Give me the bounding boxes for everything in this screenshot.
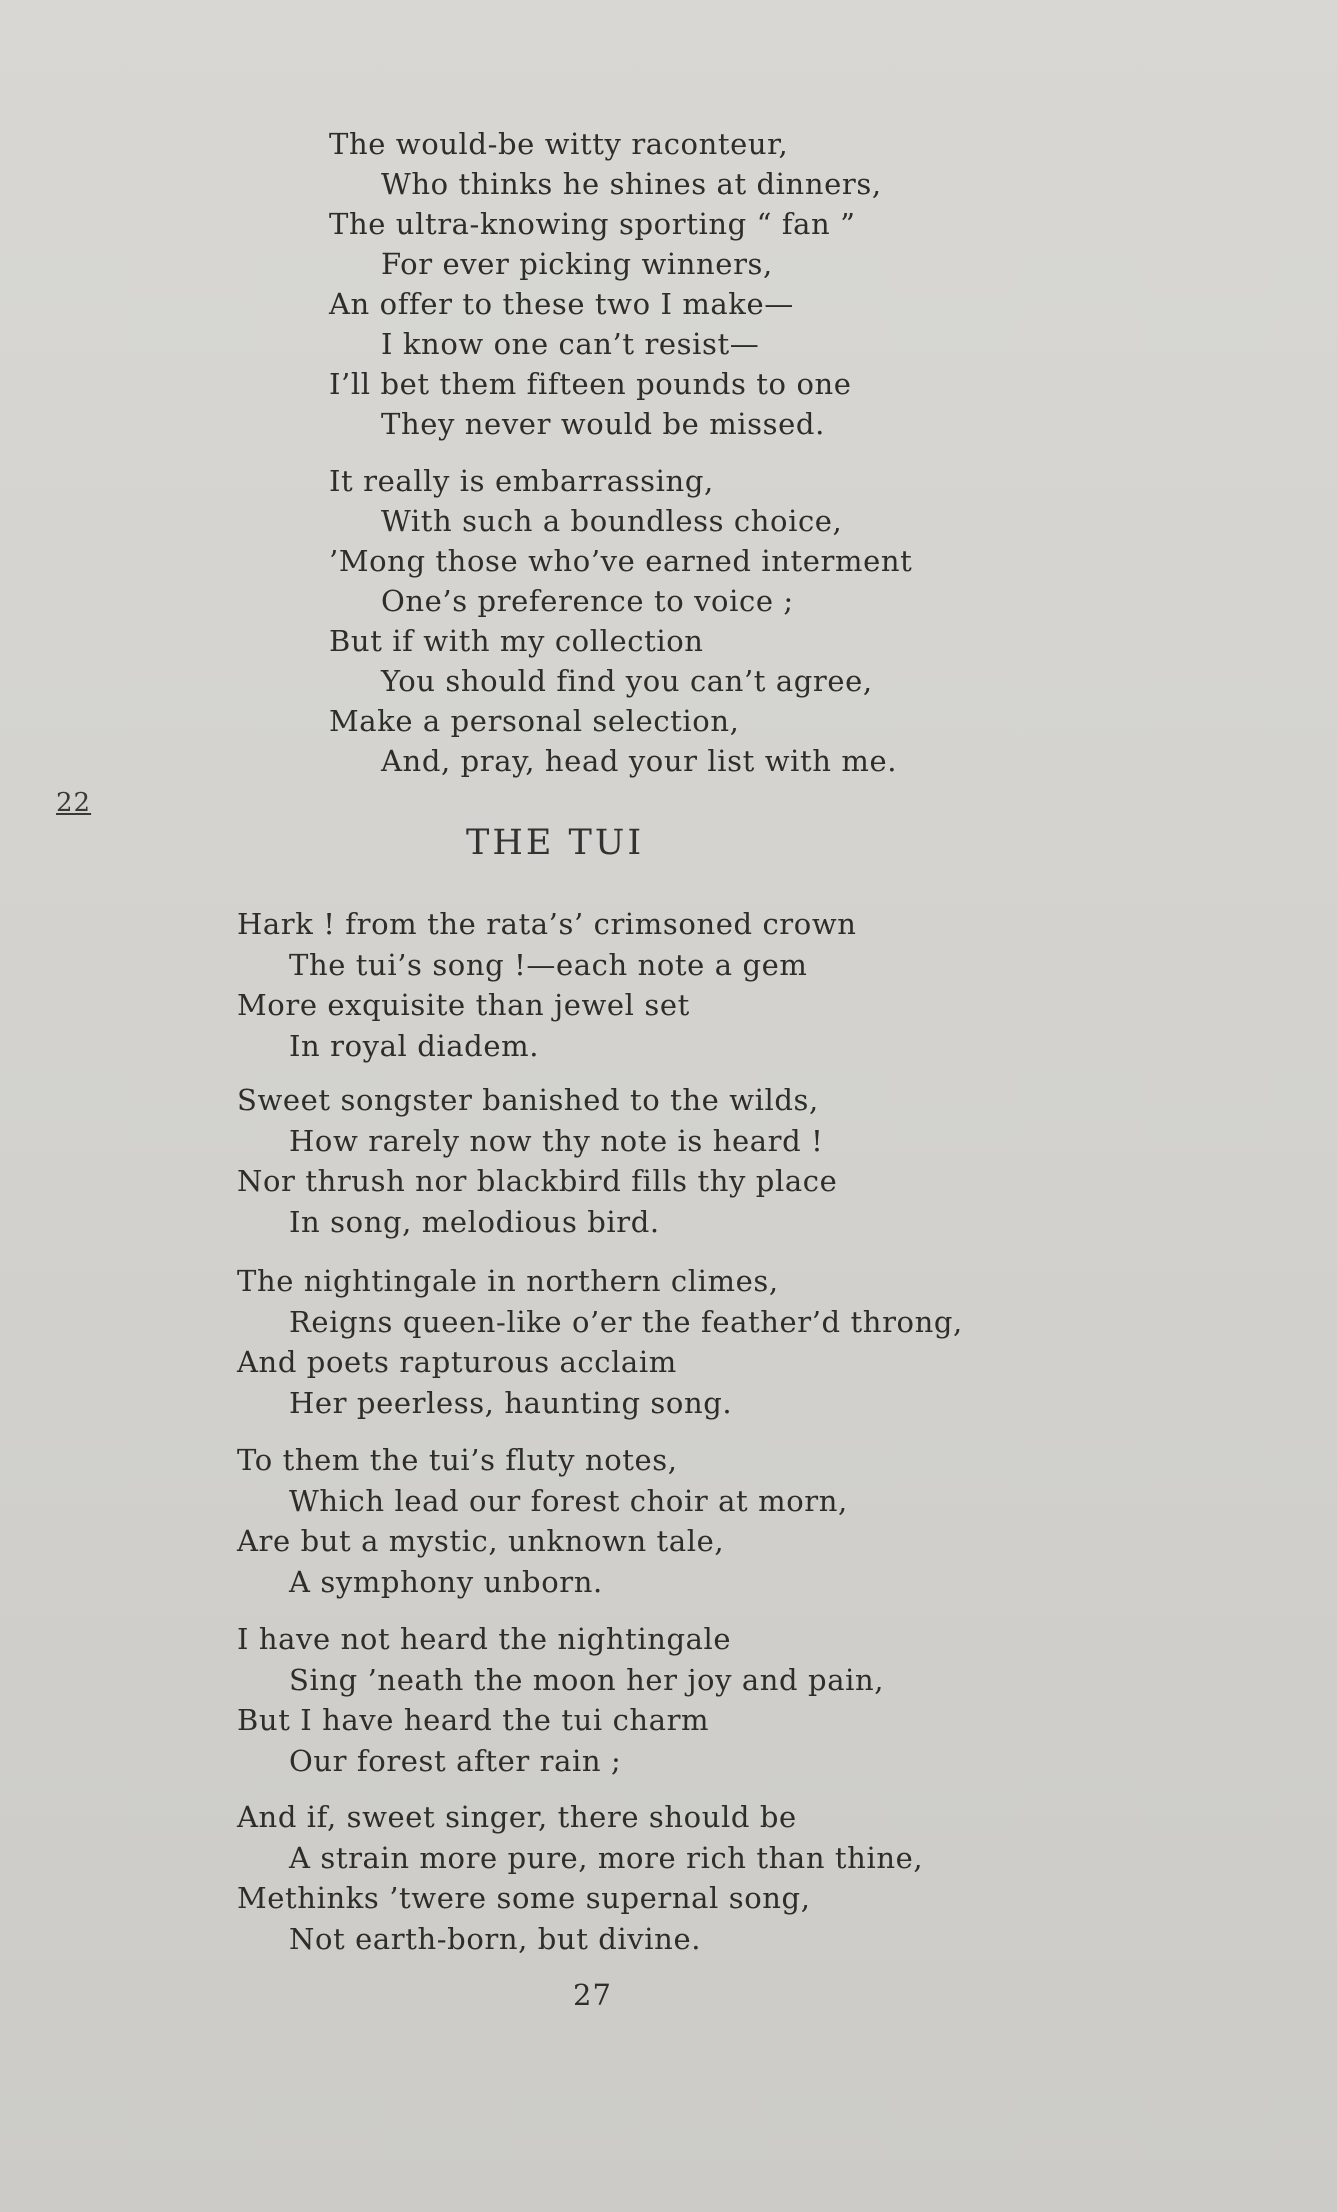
poem-line: Nor thrush nor blackbird fills thy place — [237, 1164, 838, 1198]
poem-line: They never would be missed. — [381, 407, 825, 441]
margin-page-number: 22 — [56, 788, 92, 818]
poem-line: More exquisite than jewel set — [237, 988, 690, 1022]
poem-line: To them the tui’s fluty notes, — [237, 1443, 678, 1477]
poem-line: But I have heard the tui charm — [237, 1703, 710, 1737]
poem-a-stanza-1 — [329, 124, 882, 444]
poem-line: Methinks ’twere some supernal song, — [237, 1881, 811, 1915]
poem-line: For ever picking winners, — [381, 247, 773, 281]
poem-line: Hark ! from the rata’s’ crimsoned crown — [237, 907, 857, 941]
poem-line: I have not heard the nightingale — [237, 1622, 732, 1656]
poem-line: Are but a mystic, unknown tale, — [237, 1524, 725, 1558]
poem-b-stanza-6 — [237, 1797, 923, 1959]
poem-line: The ultra-knowing sporting “ fan ” — [329, 207, 856, 241]
poem-line: Sweet songster banished to the wilds, — [237, 1083, 819, 1117]
poem-line: The nightingale in northern climes, — [237, 1264, 779, 1298]
poem-line: And poets rapturous acclaim — [237, 1345, 677, 1379]
poem-b-stanza-1 — [237, 904, 857, 1066]
poem-line: Who thinks he shines at dinners, — [381, 167, 882, 201]
poem-line: In royal diadem. — [289, 1028, 540, 1063]
poem-line: I know one can’t resist— — [381, 327, 760, 361]
poem-title: THE TUI — [466, 823, 645, 863]
poem-b-stanza-3 — [237, 1261, 963, 1423]
poem-line: One’s preference to voice ; — [381, 584, 794, 618]
poem-line: With such a boundless choice, — [381, 504, 843, 538]
poem-line: A strain more pure, more rich than thine, — [289, 1840, 924, 1875]
poem-line: Not earth-born, but divine. — [289, 1921, 702, 1956]
poem-line: The would-be witty raconteur, — [329, 127, 789, 161]
poem-line: Reigns queen-like o’er the feather’d throng, — [289, 1304, 963, 1339]
poem-line: And, pray, head your list with me. — [381, 744, 898, 778]
poem-line: Make a personal selection, — [329, 704, 740, 738]
poem-line: It really is embarrassing, — [329, 464, 714, 498]
poem-line: How rarely now thy note is heard ! — [289, 1123, 824, 1158]
poem-line: In song, melodious bird. — [289, 1204, 660, 1239]
poem-line: A symphony unborn. — [289, 1564, 603, 1599]
poem-line: Her peerless, haunting song. — [289, 1385, 733, 1420]
poem-line: And if, sweet singer, there should be — [237, 1800, 797, 1834]
poem-line: I’ll bet them fifteen pounds to one — [329, 367, 852, 401]
poem-line: Our forest after rain ; — [289, 1743, 622, 1778]
poem-line: You should find you can’t agree, — [381, 664, 873, 698]
poem-b-stanza-5 — [237, 1619, 884, 1781]
poem-line: An offer to these two I make— — [329, 287, 794, 321]
poem-line: Sing ’neath the moon her joy and pain, — [289, 1662, 885, 1697]
poem-b-stanza-2 — [237, 1080, 837, 1242]
poem-a-stanza-2 — [329, 461, 912, 781]
poem-line: Which lead our forest choir at morn, — [289, 1483, 848, 1518]
poem-line: But if with my collection — [329, 624, 704, 658]
poem-b-stanza-4 — [237, 1440, 848, 1602]
poem-line: The tui’s song !—each note a gem — [289, 947, 808, 982]
page-number: 27 — [573, 1978, 612, 2012]
poem-line: ’Mong those who’ve earned interment — [329, 544, 913, 578]
